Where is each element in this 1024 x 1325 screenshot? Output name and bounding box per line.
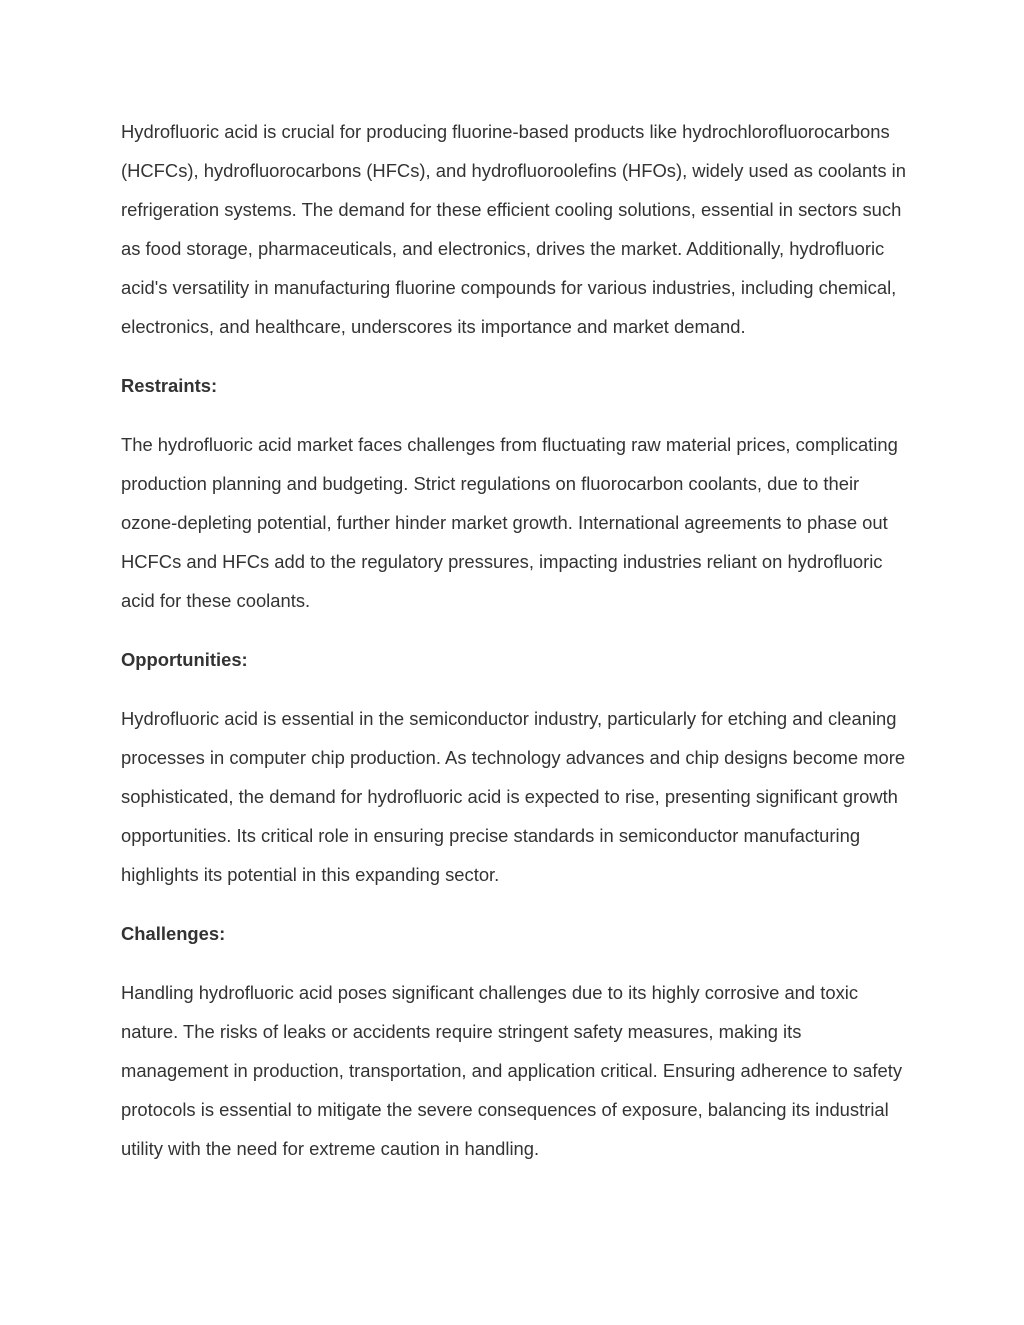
document-page [121, 112, 911, 1188]
section-body-restraints: The hydrofluoric acid market faces challenges from fluctuating raw material prices, complicating production planning and budgeting. Strict regulations on fluorocarbon coolants, due to their ozone-depleting potential, further hinder market growth. International agreements to phase out HCFCs and HFCs add to the regulatory pressures, impacting industries reliant on hydrofluoric acid for these coolants. [121, 434, 898, 611]
section-heading-challenges: Challenges: [121, 923, 226, 944]
intro-paragraph: Hydrofluoric acid is crucial for producing fluorine-based products like hydrochlorofluorocarbons (HCFCs), hydrofluorocarbons (HFCs), and hydrofluoroolefins (HFOs), widely used as coolants in refrigeration systems. The demand for these efficient cooling solutions, essential in sectors such as food storage, pharmaceuticals, and electronics, drives the market. Additionally, hydrofluoric acid's versatility in manufacturing fluorine compounds for various industries, including chemical, electronics, and healthcare, underscores its importance and market demand. [121, 121, 906, 337]
section-heading-opportunities: Opportunities: [121, 649, 248, 670]
section-body-opportunities: Hydrofluoric acid is essential in the semiconductor industry, particularly for etching and cleaning processes in computer chip production. As technology advances and chip designs become more sophisticated, the demand for hydrofluoric acid is expected to rise, presenting significant growth opportunities. Its critical role in ensuring precise standards in semiconductor manufacturing highlights its potential in this expanding sector. [121, 708, 906, 885]
section-body-challenges: Handling hydrofluoric acid poses significant challenges due to its highly corrosive and toxic nature. The risks of leaks or accidents require stringent safety measures, making its management in production, transportation, and application critical. Ensuring adherence to safety protocols is essential to mitigate the severe consequences of exposure, balancing its industrial utility with the need for extreme caution in handling. [121, 982, 903, 1159]
section-heading-restraints: Restraints: [121, 375, 218, 396]
